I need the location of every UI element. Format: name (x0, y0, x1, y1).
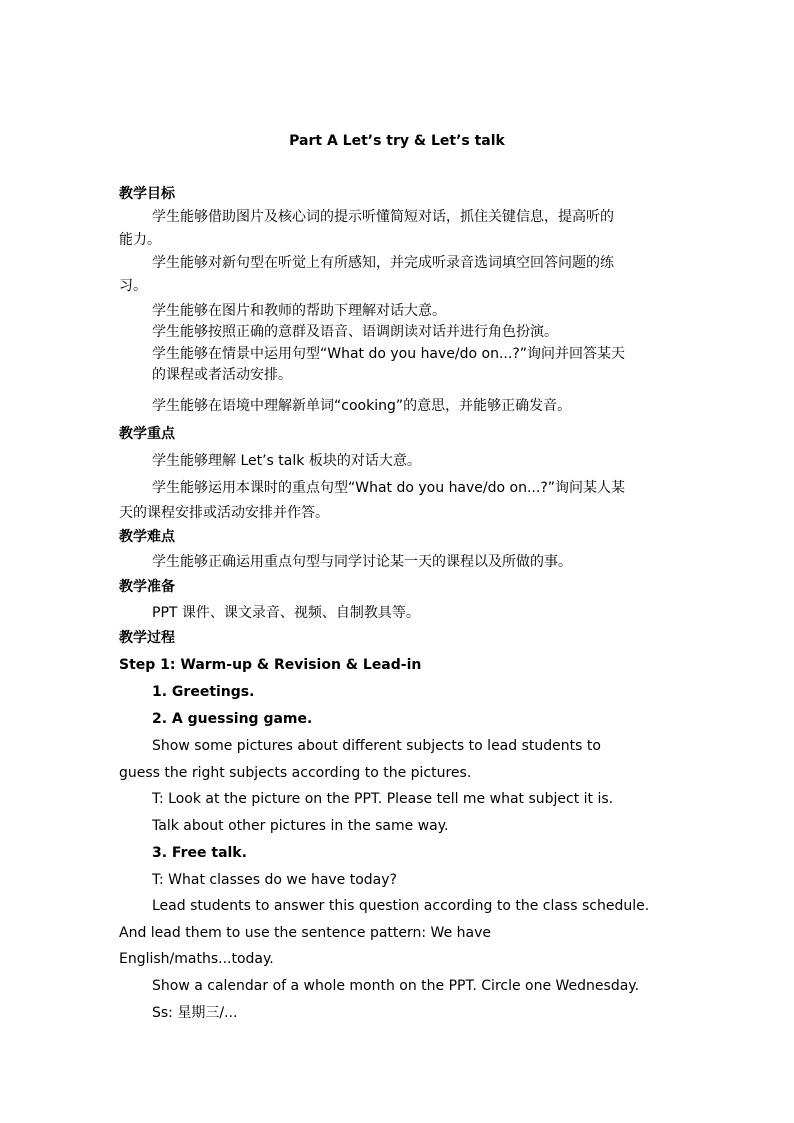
heading-key-points: 教学重点 (119, 426, 175, 442)
key-point-1: 学生能够理解 Let’s talk 板块的对话大意。 (152, 453, 421, 469)
step-1-heading: Step 1: Warm-up & Revision & Lead-in (119, 657, 422, 673)
objective-2: 学生能够对新句型在听觉上有所感知，并完成听录音选词填空回答问题的练 (152, 255, 614, 271)
key-point-2-cont: 天的课程安排或活动安排并作答。 (119, 505, 329, 521)
heading-preparation: 教学准备 (119, 579, 175, 595)
objective-4: 学生能够按照正确的意群及语音、语调朗读对话并进行角色扮演。 (152, 324, 558, 340)
process-paragraph-1-cont: guess the right subjects according to the pictures. (119, 765, 472, 781)
difficulty-1: 学生能够正确运用重点句型与同学讨论某一天的课程以及所做的事。 (152, 554, 572, 570)
objective-3: 学生能够在图片和教师的帮助下理解对话大意。 (152, 303, 446, 319)
objective-6: 学生能够在语境中理解新单词“cooking”的意思，并能够正确发音。 (152, 398, 572, 414)
page-title: Part A Let’s try & Let’s talk (289, 133, 505, 149)
objective-2-cont: 习。 (119, 278, 147, 294)
process-paragraph-2: T: Look at the picture on the PPT. Please tell me what subject it is. (152, 791, 614, 807)
process-paragraph-7: Ss: 星期三/... (152, 1005, 238, 1021)
process-paragraph-5-end: English/maths...today. (119, 951, 274, 967)
process-item-2: 2. A guessing game. (152, 711, 313, 727)
objective-1: 学生能够借助图片及核心词的提示听懂简短对话，抓住关键信息，提高听的 (152, 209, 614, 225)
process-item-3: 3. Free talk. (152, 845, 247, 861)
key-point-2: 学生能够运用本课时的重点句型“What do you have/do on...?”询问某人某 (152, 480, 626, 496)
process-paragraph-5: Lead students to answer this question according to the class schedule. (152, 898, 650, 914)
preparation-1: PPT 课件、课文录音、视频、自制教具等。 (152, 605, 420, 621)
process-item-1: 1. Greetings. (152, 684, 255, 700)
objective-1-cont: 能力。 (119, 232, 161, 248)
heading-objectives: 教学目标 (119, 186, 175, 202)
process-paragraph-3: Talk about other pictures in the same way. (152, 818, 449, 834)
process-paragraph-6: Show a calendar of a whole month on the PPT. Circle one Wednesday. (152, 978, 640, 994)
heading-difficulties: 教学难点 (119, 529, 175, 545)
objective-5-cont: 的课程或者活动安排。 (152, 367, 292, 383)
process-paragraph-4: T: What classes do we have today? (152, 872, 397, 888)
process-paragraph-5-cont: And lead them to use the sentence pattern: We have (119, 925, 491, 941)
process-paragraph-1: Show some pictures about different subjects to lead students to (152, 738, 601, 754)
objective-5: 学生能够在情景中运用句型“What do you have/do on...?”询问并回答某天 (152, 346, 626, 362)
heading-process: 教学过程 (119, 630, 175, 646)
